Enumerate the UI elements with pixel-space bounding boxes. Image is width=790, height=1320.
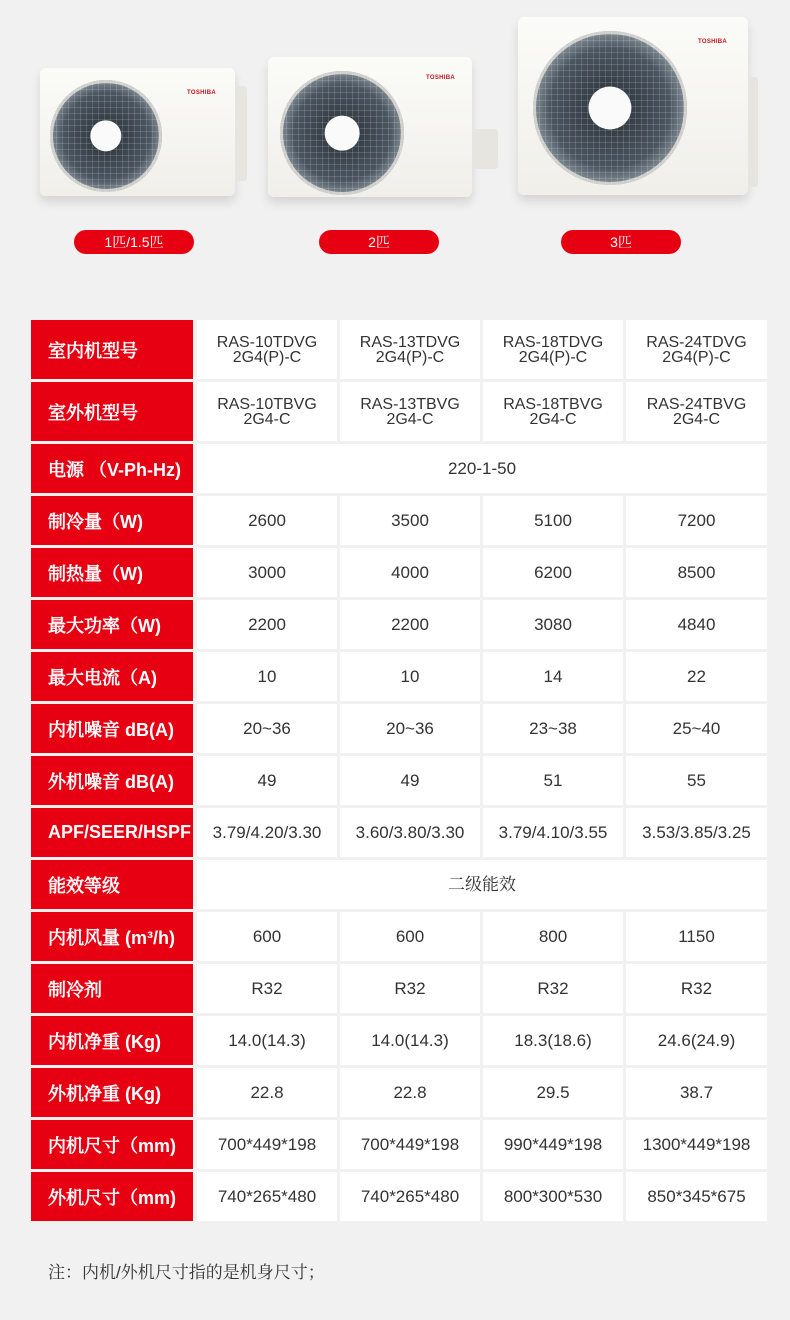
- spec-label: 内机噪音 dB(A): [31, 704, 193, 753]
- spec-value: 800*300*530: [483, 1172, 623, 1221]
- outdoor-unit-image-large: [518, 17, 748, 195]
- spec-value: 740*265*480: [340, 1172, 480, 1221]
- spec-label: 电源 （V-Ph-Hz): [31, 444, 193, 493]
- spec-value: 14.0(14.3): [340, 1016, 480, 1065]
- model-line: RAS-13TDVG: [359, 333, 461, 351]
- spec-label: APF/SEER/HSPF: [31, 808, 193, 857]
- spec-value: [197, 320, 337, 379]
- spec-label: 外机噪音 dB(A): [31, 756, 193, 805]
- spec-value-span: 220-1-50: [197, 444, 767, 493]
- spec-value: 22.8: [340, 1068, 480, 1117]
- spec-label: 制热量（W): [31, 548, 193, 597]
- spec-value: [626, 320, 767, 379]
- spec-value: 20~36: [340, 704, 480, 753]
- product-images: [0, 0, 790, 270]
- spec-value: 3500: [340, 496, 480, 545]
- spec-value: R32: [483, 964, 623, 1013]
- spec-value: 700*449*198: [340, 1120, 480, 1169]
- spec-value-span: 二级能效: [197, 860, 767, 909]
- model-line: 2G4(P)-C: [662, 348, 731, 366]
- model-line: RAS-18TDVG: [502, 333, 604, 351]
- spec-value: 10: [197, 652, 337, 701]
- spec-value: 18.3(18.6): [483, 1016, 623, 1065]
- spec-value: 5100: [483, 496, 623, 545]
- spec-label: 制冷剂: [31, 964, 193, 1013]
- brand-logo: TOSHIBA: [698, 39, 727, 45]
- spec-label: 制冷量（W): [31, 496, 193, 545]
- spec-value: 3080: [483, 600, 623, 649]
- spec-value: [197, 382, 337, 441]
- spec-value: 22.8: [197, 1068, 337, 1117]
- spec-value: 2200: [197, 600, 337, 649]
- spec-row: [31, 964, 767, 1013]
- spec-value: 6200: [483, 548, 623, 597]
- spec-row: [31, 808, 767, 857]
- spec-value: 2600: [197, 496, 337, 545]
- spec-value: 3.53/3.85/3.25: [626, 808, 767, 857]
- spec-value: [483, 320, 623, 379]
- spec-value: R32: [626, 964, 767, 1013]
- model-line: 2G4-C: [386, 410, 434, 428]
- capacity-label-2: 2匹: [319, 230, 439, 254]
- spec-value: [340, 382, 480, 441]
- spec-row: [31, 1120, 767, 1169]
- spec-value: 1300*449*198: [626, 1120, 767, 1169]
- spec-value: 24.6(24.9): [626, 1016, 767, 1065]
- spec-value: 740*265*480: [197, 1172, 337, 1221]
- spec-row: [31, 704, 767, 753]
- spec-value: 49: [340, 756, 480, 805]
- spec-value: 29.5: [483, 1068, 623, 1117]
- model-line: RAS-18TBVG: [503, 395, 603, 413]
- spec-value: 49: [197, 756, 337, 805]
- spec-row: [31, 860, 767, 909]
- spec-label: 内机尺寸（mm): [31, 1120, 193, 1169]
- spec-value: 20~36: [197, 704, 337, 753]
- spec-value: 51: [483, 756, 623, 805]
- model-line: 2G4-C: [672, 410, 721, 428]
- spec-value: [626, 382, 767, 441]
- spec-value: R32: [340, 964, 480, 1013]
- brand-logo: TOSHIBA: [187, 90, 216, 96]
- spec-row: [31, 444, 767, 493]
- model-line: 2G4-C: [243, 410, 291, 428]
- spec-label: 室外机型号: [31, 382, 193, 441]
- spec-value: 600: [197, 912, 337, 961]
- spec-row: [31, 912, 767, 961]
- spec-row: [31, 496, 767, 545]
- spec-value: [340, 320, 480, 379]
- model-line: RAS-10TDVG: [216, 333, 318, 351]
- spec-value: 7200: [626, 496, 767, 545]
- spec-value: 4000: [340, 548, 480, 597]
- model-line: RAS-10TBVG: [217, 395, 317, 413]
- spec-value: 25~40: [626, 704, 767, 753]
- spec-row: [31, 1016, 767, 1065]
- spec-label: 外机净重 (Kg): [31, 1068, 193, 1117]
- spec-row: [31, 600, 767, 649]
- spec-value: 1150: [626, 912, 767, 961]
- footnote: 注：内机/外机尺寸指的是机身尺寸；: [48, 1263, 325, 1282]
- spec-row: [31, 320, 767, 379]
- spec-label: 内机净重 (Kg): [31, 1016, 193, 1065]
- spec-value: 850*345*675: [626, 1172, 767, 1221]
- model-line: 2G4(P)-C: [232, 348, 302, 366]
- spec-value: 22: [626, 652, 767, 701]
- spec-value: 800: [483, 912, 623, 961]
- spec-value: 2200: [340, 600, 480, 649]
- spec-value: 990*449*198: [483, 1120, 623, 1169]
- model-line: 2G4(P)-C: [518, 348, 588, 366]
- spec-label: 外机尺寸（mm): [31, 1172, 193, 1221]
- spec-label: 能效等级: [31, 860, 193, 909]
- capacity-label-3: 3匹: [561, 230, 681, 254]
- spec-value: R32: [197, 964, 337, 1013]
- model-line: 2G4-C: [529, 410, 577, 428]
- spec-row: [31, 1068, 767, 1117]
- spec-value: 14.0(14.3): [197, 1016, 337, 1065]
- spec-value: 14: [483, 652, 623, 701]
- spec-value: 4840: [626, 600, 767, 649]
- spec-row: [31, 382, 767, 441]
- spec-label: 最大电流（A): [31, 652, 193, 701]
- spec-value: [483, 382, 623, 441]
- model-line: RAS-24TBVG: [646, 395, 747, 413]
- brand-logo: TOSHIBA: [426, 75, 455, 81]
- spec-value: 3.79/4.10/3.55: [483, 808, 623, 857]
- spec-value: 23~38: [483, 704, 623, 753]
- spec-value: 3000: [197, 548, 337, 597]
- spec-value: 10: [340, 652, 480, 701]
- spec-value: 38.7: [626, 1068, 767, 1117]
- capacity-label-1: 1匹/1.5匹: [74, 230, 194, 254]
- spec-label: 室内机型号: [31, 320, 193, 379]
- model-line: 2G4(P)-C: [375, 348, 445, 366]
- spec-row: [31, 1172, 767, 1221]
- spec-value: 3.60/3.80/3.30: [340, 808, 480, 857]
- spec-value: 700*449*198: [197, 1120, 337, 1169]
- spec-row: [31, 756, 767, 805]
- spec-value: 55: [626, 756, 767, 805]
- spec-value: 600: [340, 912, 480, 961]
- outdoor-unit-image-medium: [268, 57, 472, 197]
- spec-value: 8500: [626, 548, 767, 597]
- spec-label: 最大功率（W): [31, 600, 193, 649]
- spec-label: 内机风量 (m³/h): [31, 912, 193, 961]
- model-line: RAS-24TDVG: [646, 333, 747, 351]
- spec-value: 3.79/4.20/3.30: [197, 808, 337, 857]
- spec-row: [31, 652, 767, 701]
- spec-row: [31, 548, 767, 597]
- outdoor-unit-image-small: [40, 68, 235, 196]
- model-line: RAS-13TBVG: [360, 395, 460, 413]
